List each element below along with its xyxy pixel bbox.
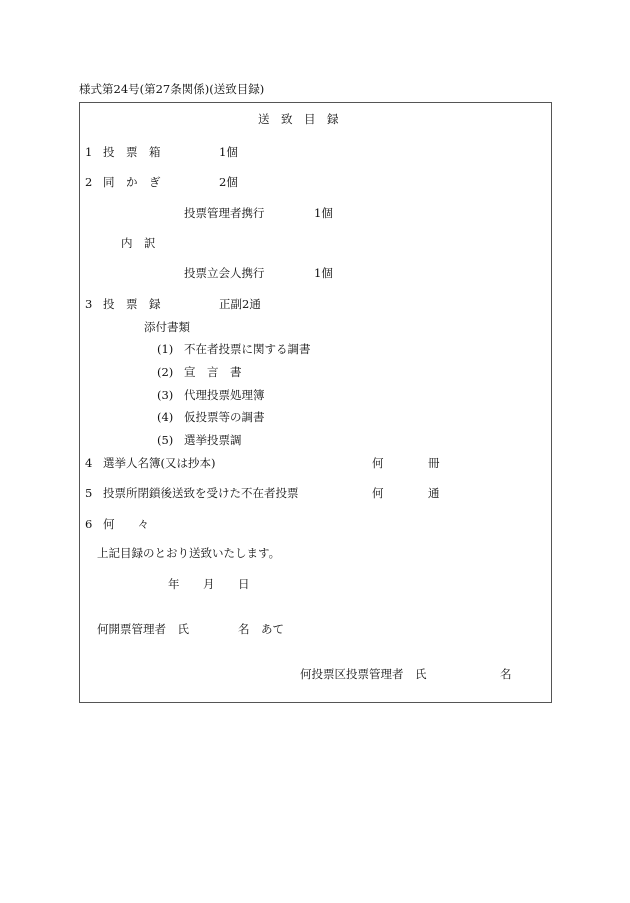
attachment-2-number: (2) (157, 365, 174, 379)
item-5-label: 投票所閉鎖後送致を受けた不在者投票 (103, 486, 299, 500)
key-manager-quantity: 1個 (314, 206, 333, 220)
attachment-3-number: (3) (157, 388, 174, 402)
sender-name: 名 (500, 667, 512, 681)
date-day: 日 (238, 577, 250, 591)
item-1-quantity: 1個 (219, 145, 238, 159)
key-manager-label: 投票管理者携行 (184, 206, 265, 220)
document-frame (79, 102, 552, 703)
breakdown-label: 内 訳 (121, 236, 156, 250)
item-1-number: 1 (85, 145, 93, 159)
item-6-label: 何 々 (103, 517, 149, 531)
item-4-unit: 冊 (428, 456, 440, 470)
date-month: 月 (203, 577, 215, 591)
item-2-number: 2 (85, 175, 93, 189)
attachment-4-number: (4) (157, 410, 174, 424)
item-2-label: 同 か ぎ (103, 175, 161, 189)
item-5-unit: 通 (428, 486, 440, 500)
attachments-title: 添付書類 (144, 320, 190, 334)
item-3-label: 投 票 録 (103, 297, 161, 311)
attachment-2-label: 宣 言 書 (184, 365, 242, 379)
attachment-1-label: 不在者投票に関する調書 (184, 342, 311, 356)
attachment-1-number: (1) (157, 342, 174, 356)
addressee-name: 名 あて (238, 622, 284, 636)
attachment-3-label: 代理投票処理簿 (184, 388, 265, 402)
item-5-quantity: 何 (372, 486, 384, 500)
item-5-number: 5 (85, 486, 93, 500)
item-4-number: 4 (85, 456, 93, 470)
attachment-5-number: (5) (157, 433, 174, 447)
document-title: 送 致 目 録 (258, 112, 339, 126)
item-3-number: 3 (85, 297, 93, 311)
item-3-quantity: 正副2通 (219, 297, 261, 311)
item-4-quantity: 何 (372, 456, 384, 470)
item-4-label: 選挙人名簿(又は抄本) (103, 456, 216, 470)
addressee-label: 何開票管理者 氏 (97, 622, 189, 636)
attachment-5-label: 選挙投票調 (184, 433, 242, 447)
item-1-label: 投 票 箱 (103, 145, 161, 159)
sender-label: 何投票区投票管理者 氏 (300, 667, 427, 681)
key-witness-quantity: 1個 (314, 266, 333, 280)
date-year: 年 (168, 577, 180, 591)
item-2-quantity: 2個 (219, 175, 238, 189)
item-6-number: 6 (85, 517, 93, 531)
closing-statement: 上記目録のとおり送致いたします。 (97, 546, 281, 560)
form-label: 様式第24号(第27条関係)(送致目録) (79, 82, 265, 96)
attachment-4-label: 仮投票等の調書 (184, 410, 265, 424)
key-witness-label: 投票立会人携行 (184, 266, 265, 280)
